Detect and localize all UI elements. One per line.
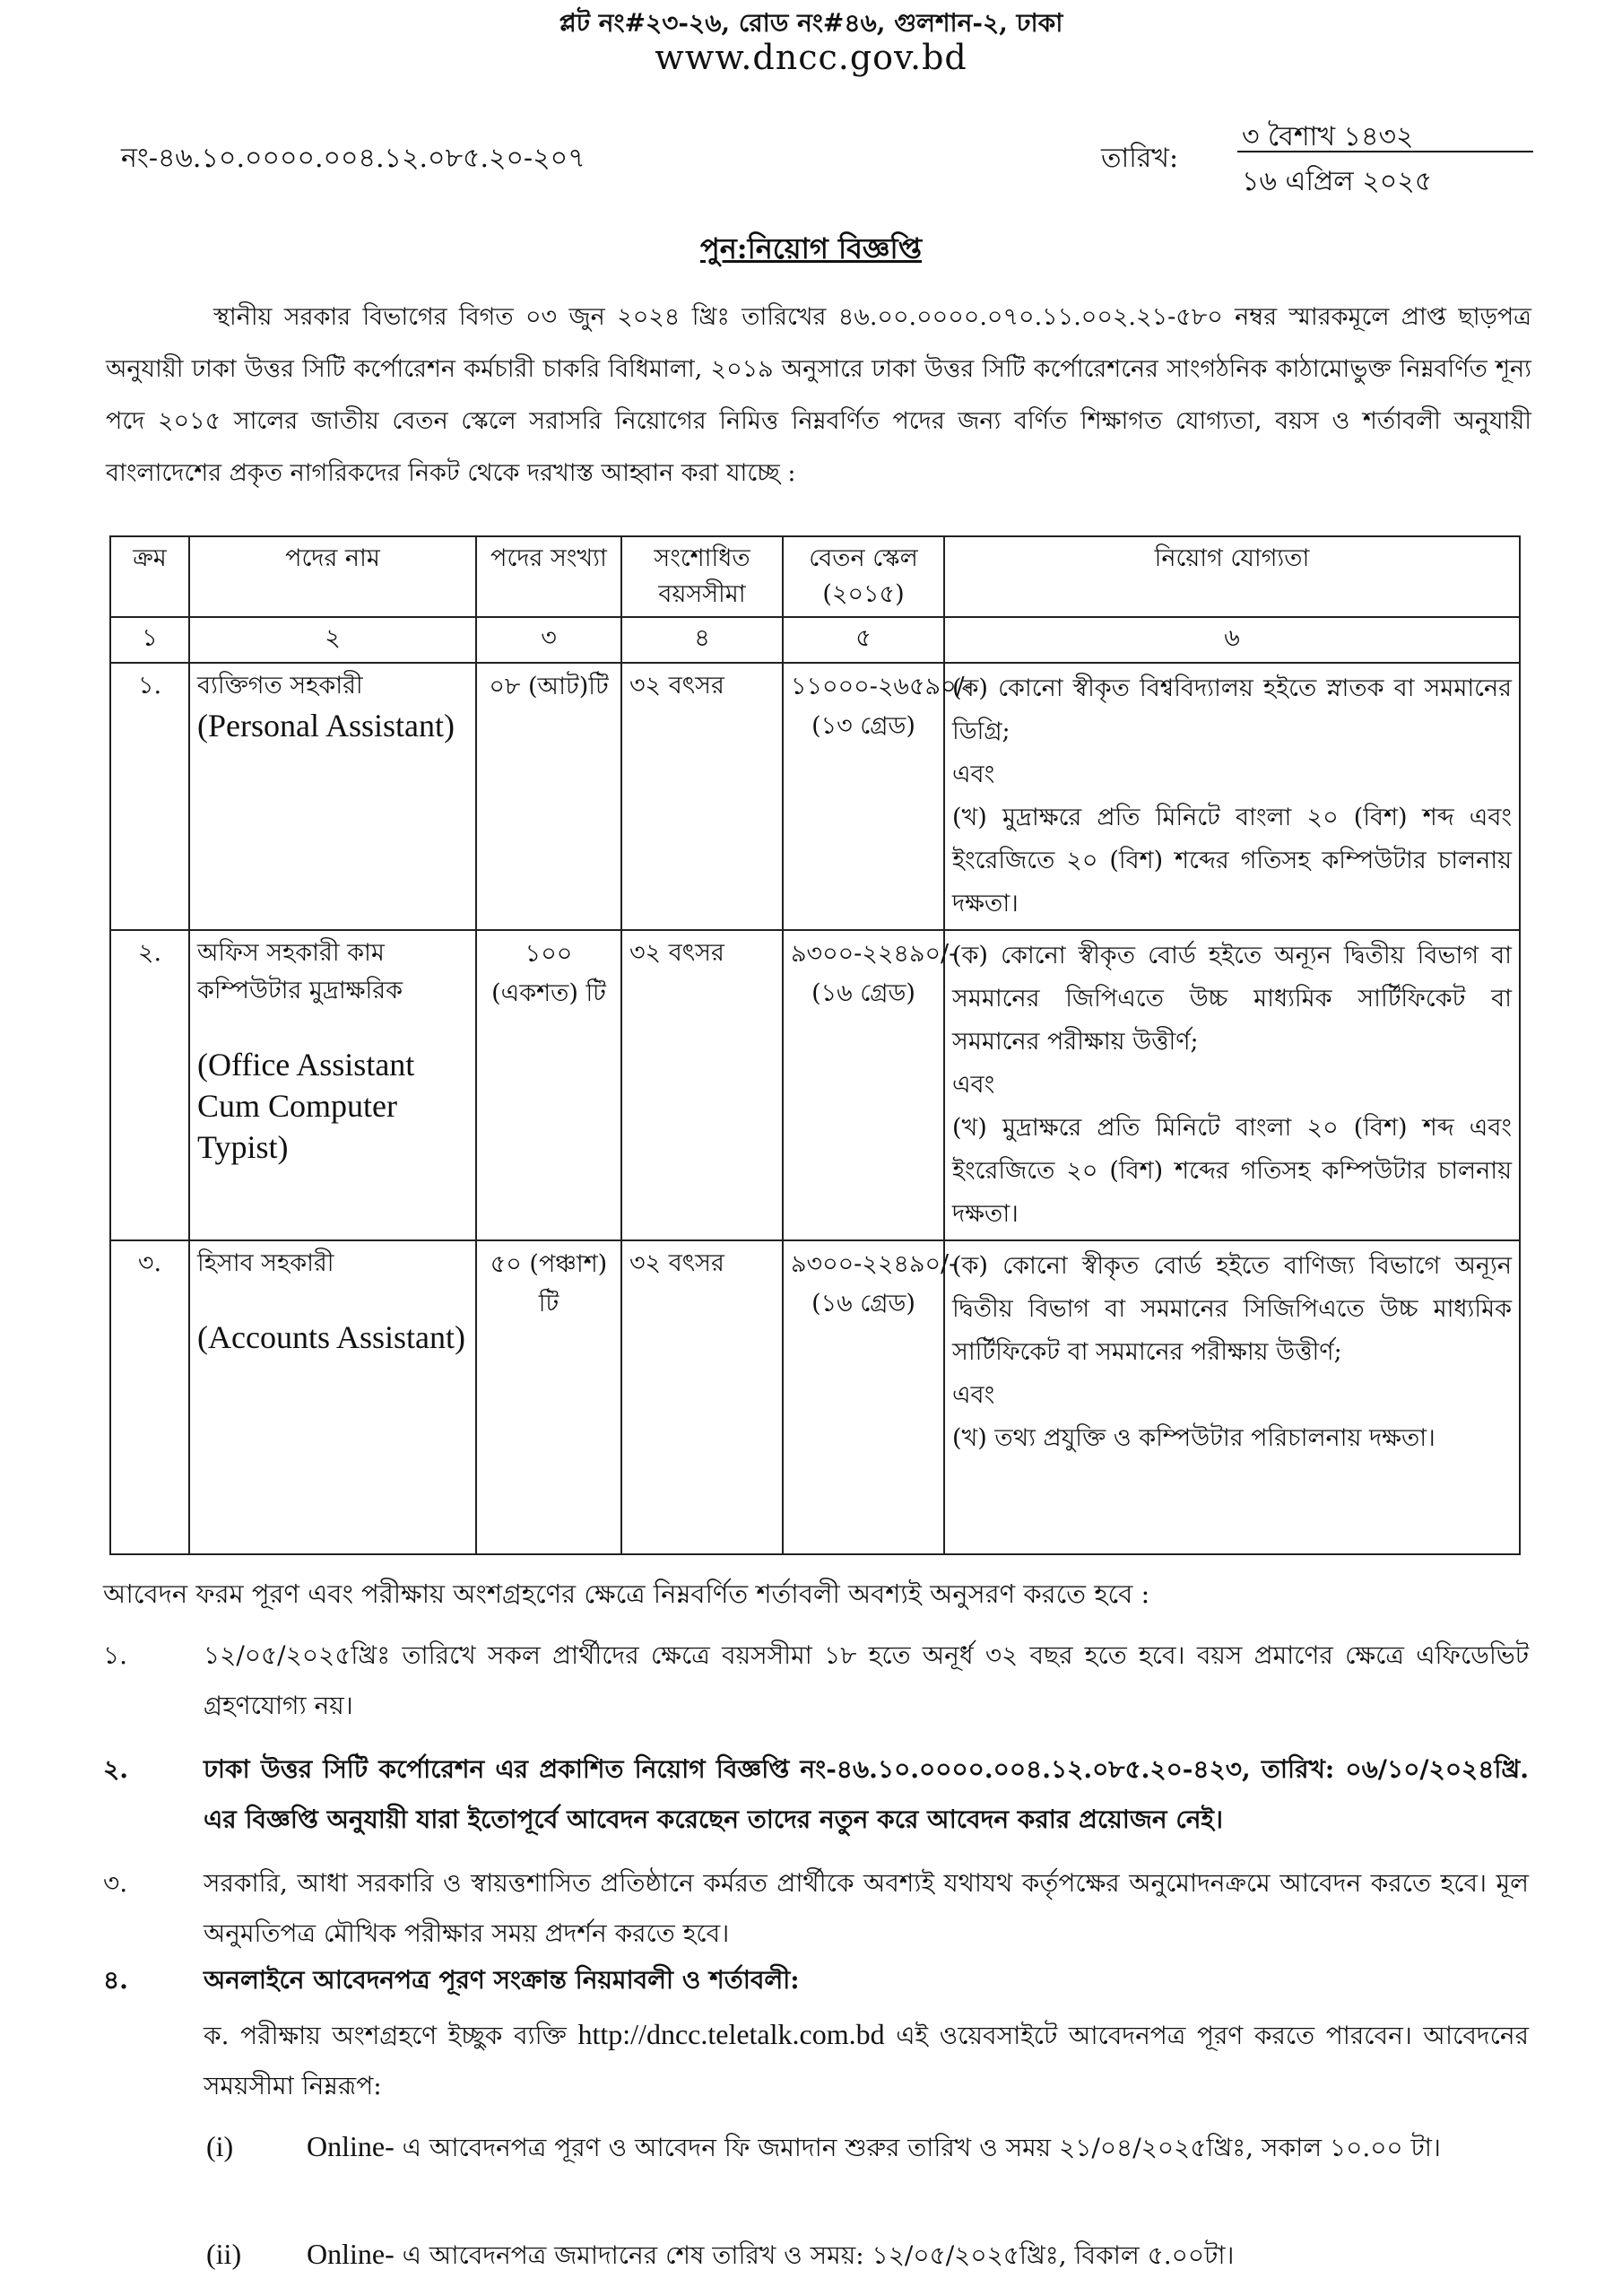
col-number: ৫ [783,617,944,663]
row-post-count: ০৮ (আট)টি [476,663,621,930]
qualification-line: (ক) কোনো স্বীকৃত বিশ্ববিদ্যালয় হইতে স্নাতক বা সমমানের ডিগ্রি; [952,674,1512,745]
condition-item [103,1858,1529,1959]
qualification-line: এবং [952,1381,995,1409]
deadline-text: এ আবেদনপত্র জমাদানের শেষ তারিখ ও সময়: ১২/০৫/২০২৫খ্রিঃ, বিকাল ৫.০০টা। [402,2240,1235,2270]
intro-paragraph: স্থানীয় সরকার বিভাগের বিগত ০৩ জুন ২০২৪ খ্রিঃ তারিখের ৪৬.০০.০০০০.০৭০.১১.০০২.২১-৫৮০ নম্বর স্মারকমূলে প্রাপ্ত ছাড়পত্র অনুযায়ী ঢাকা উত্তর সিটি কর্পোরেশন কর্মচারী চাকরি বিধিমালা, ২০১৯ অনুসারে ঢাকা উত্তর সিটি কর্পোরেশনের সাংগঠনিক কাঠামোভুক্ত নিম্নবর্ণিত শূন্য পদে ২০১৫ সালের জাতীয় বেতন স্কেলে সরাসরি নিয়োগের নিমিত্ত নিম্নবর্ণিত পদের জন্য বর্ণিত শিক্ষাগত যোগ্যতা, বয়স ও শর্তাবলী অনুযায়ী বাংলাদেশের প্রকৃত নাগরিকদের নিকট থেকে দরখাস্ত আহ্বান করা যাচ্ছে : [106,303,1531,487]
deadline-lead: Online- [307,2130,395,2162]
qualification-line: এবং [952,1071,995,1099]
col-header-pay-scale: বেতন স্কেল (২০১৫) [783,536,944,617]
row-pay-scale: ১১০০০-২৬৫৯০/- (১৩ গ্রেড) [783,663,944,930]
deadline-lead: Online- [307,2238,395,2270]
col-number: ৬ [944,617,1520,663]
online-instruction [103,2009,1529,2111]
row-qualification [944,663,1520,930]
date-label: তারিখ: [1101,143,1179,174]
condition-text: সরকারি, আধা সরকারি ও স্বায়ত্তশাসিত প্রতিষ্ঠানে কর্মরত প্রার্থীকে অবশ্যই যথাযথ কর্তৃপক্ষের অনুমোদনক্রমে আবেদন করতে হবে। মূল অনুমতিপত্র মৌখিক পরীক্ষার সময় প্রদর্শন করতে হবে। [204,1868,1529,1948]
deadline-number: (i) [206,2130,234,2162]
col-number: ২ [189,617,476,663]
table-header-row [110,536,1520,617]
date-gregorian: ১৬ এপ্রিল ২০২৫ [1242,166,1433,197]
row-serial: ২. [110,930,189,1240]
row-serial: ১. [110,663,189,930]
post-name-bangla: হিসাব সহকারী [197,1249,334,1277]
application-url-link[interactable]: http://dncc.teletalk.com.bd [577,2018,885,2050]
col-number: ৩ [476,617,621,663]
post-name-bangla: অফিস সহকারী কাম কম্পিউটার মুদ্রাক্ষরিক [197,939,403,1004]
date-bangla: ৩ বৈশাখ ১৪৩২ [1242,121,1414,152]
column-number-row [110,617,1520,663]
col-header-serial: ক্রম [110,536,189,617]
col-header-qualification: নিয়োগ যোগ্যতা [944,536,1520,617]
col-number: ১ [110,617,189,663]
row-pay-scale: ৯৩০০-২২৪৯০/- (১৬ গ্রেড) [783,930,944,1240]
row-age-limit: ৩২ বৎসর [621,930,783,1240]
row-post-count: ৫০ (পঞ্চাশ) টি [476,1240,621,1554]
condition-item [103,1955,1529,2005]
col-header-post-count: পদের সংখ্যা [476,536,621,617]
vacancy-table [109,535,1521,1555]
row-post-count: ১০০ (একশত) টি [476,930,621,1240]
condition-item [103,1744,1529,1845]
online-intro-suffix: এই ওয়েবসাইটে আবেদনপত্র পূরণ করতে পারবেন। আবেদনের সময়সীমা নিম্নরূপ: [204,2021,1529,2100]
table-row [110,1240,1520,1554]
row-post-name [189,663,476,930]
qualification-line: (ক) কোনো স্বীকৃত বোর্ড হইতে বাণিজ্য বিভাগে অন্যূন দ্বিতীয় বিভাগ বা সমমানের সিজিপিএতে উচ্চ মাধ্যমিক সার্টিফিকেট বা সমমানের পরীক্ষায় উত্তীর্ণ; [952,1252,1512,1366]
online-intro-prefix: ক. পরীক্ষায় অংশগ্রহণে ইচ্ছুক ব্যক্তি [204,2021,567,2050]
post-name-bangla: ব্যক্তিগত সহকারী [197,672,363,700]
qualification-line: (ক) কোনো স্বীকৃত বোর্ড হইতে অন্যূন দ্বিতীয় বিভাগ বা সমমানের জিপিএতে উচ্চ মাধ্যমিক সার্টিফিকেট বা সমমানের পরীক্ষায় উত্তীর্ণ; [952,942,1512,1056]
qualification-line: (খ) মুদ্রাক্ষরে প্রতি মিনিটে বাংলা ২০ (বিশ) শব্দ এবং ইংরেজিতে ২০ (বিশ) শব্দের গতিসহ কম্পিউটার চালনায় দক্ষতা। [952,804,1512,918]
condition-text: ঢাকা উত্তর সিটি কর্পোরেশন এর প্রকাশিত নিয়োগ বিজ্ঞপ্তি নং-৪৬.১০.০০০০.০০৪.১২.০৮৫.২০-৪২৩, তারিখ: ০৬/১০/২০২৪খ্রি. এর বিজ্ঞপ্তি অনুযায়ী যারা ইতোপূর্বে আবেদন করেছেন তাদের নতুন করে আবেদন করার প্রয়োজন নেই। [204,1754,1529,1834]
table-row [110,930,1520,1240]
deadline-item [206,2229,1533,2281]
row-age-limit: ৩২ বৎসর [621,1240,783,1554]
website-link[interactable]: www.dncc.gov.bd [655,38,967,77]
row-serial: ৩. [110,1240,189,1554]
row-post-name [189,1240,476,1554]
condition-number: ১. [103,1640,128,1670]
page-title-text: পুন:নিয়োগ বিজ্ঞপ্তি [699,231,923,265]
qualification-line: (খ) মুদ্রাক্ষরে প্রতি মিনিটে বাংলা ২০ (বিশ) শব্দ এবং ইংরেজিতে ২০ (বিশ) শব্দের গতিসহ কম্পিউটার চালনায় দক্ষতা। [952,1114,1512,1228]
col-header-age-limit: সংশোধিত বয়সসীমা [621,536,783,617]
post-name-english: (Personal Assistant) [197,708,455,744]
condition-text: অনলাইনে আবেদনপত্র পূরণ সংক্রান্ত নিয়মাবলী ও শর্তাবলী: [204,1965,800,1995]
qualification-line: (খ) তথ্য প্রযুক্তি ও কম্পিউটার পরিচালনায় দক্ষতা। [952,1424,1436,1452]
condition-number: ২. [103,1754,128,1784]
deadline-item [206,2121,1533,2173]
row-qualification [944,930,1520,1240]
condition-text: ১২/০৫/২০২৫খ্রিঃ তারিখে সকল প্রার্থীদের ক্ষেত্রে বয়সসীমা ১৮ হতে অনূর্ধ ৩২ বছর হতে হবে। বয়স প্রমাণের ক্ষেত্রে এফিডেভিট গ্রহণযোগ্য নয়। [204,1640,1529,1720]
office-address: প্লট নং#২৩-২৬, রোড নং#৪৬, গুলশান-২, ঢাকা [559,8,1063,38]
conditions-heading: আবেদন ফরম পূরণ এবং পরীক্ষায় অংশগ্রহণের ক্ষেত্রে নিম্নবর্ণিত শর্তাবলী অবশ্যই অনুসরণ করতে হবে : [103,1578,1150,1609]
condition-number: ৩. [103,1868,128,1898]
condition-item [103,1631,1529,1731]
date-divider [1237,151,1533,152]
deadline-number: (ii) [206,2238,242,2270]
col-number: ৪ [621,617,783,663]
qualification-line: এবং [952,761,995,788]
col-header-post-name: পদের নাম [189,536,476,617]
post-name-english: (Office Assistant Cum Computer Typist) [197,1047,415,1165]
memo-number: নং-৪৬.১০.০০০০.০০৪.১২.০৮৫.২০-২০৭ [121,143,585,174]
row-post-name [189,930,476,1240]
post-name-english: (Accounts Assistant) [197,1319,465,1355]
row-age-limit: ৩২ বৎসর [621,663,783,930]
page-title [0,226,1622,274]
row-qualification [944,1240,1520,1554]
table-row [110,663,1520,930]
deadline-text: এ আবেদনপত্র পূরণ ও আবেদন ফি জমাদান শুরুর তারিখ ও সময় ২১/০৪/২০২৫খ্রিঃ, সকাল ১০.০০ টা। [402,2133,1441,2162]
condition-number: ৪. [103,1965,128,1995]
row-pay-scale: ৯৩০০-২২৪৯০/- (১৬ গ্রেড) [783,1240,944,1554]
